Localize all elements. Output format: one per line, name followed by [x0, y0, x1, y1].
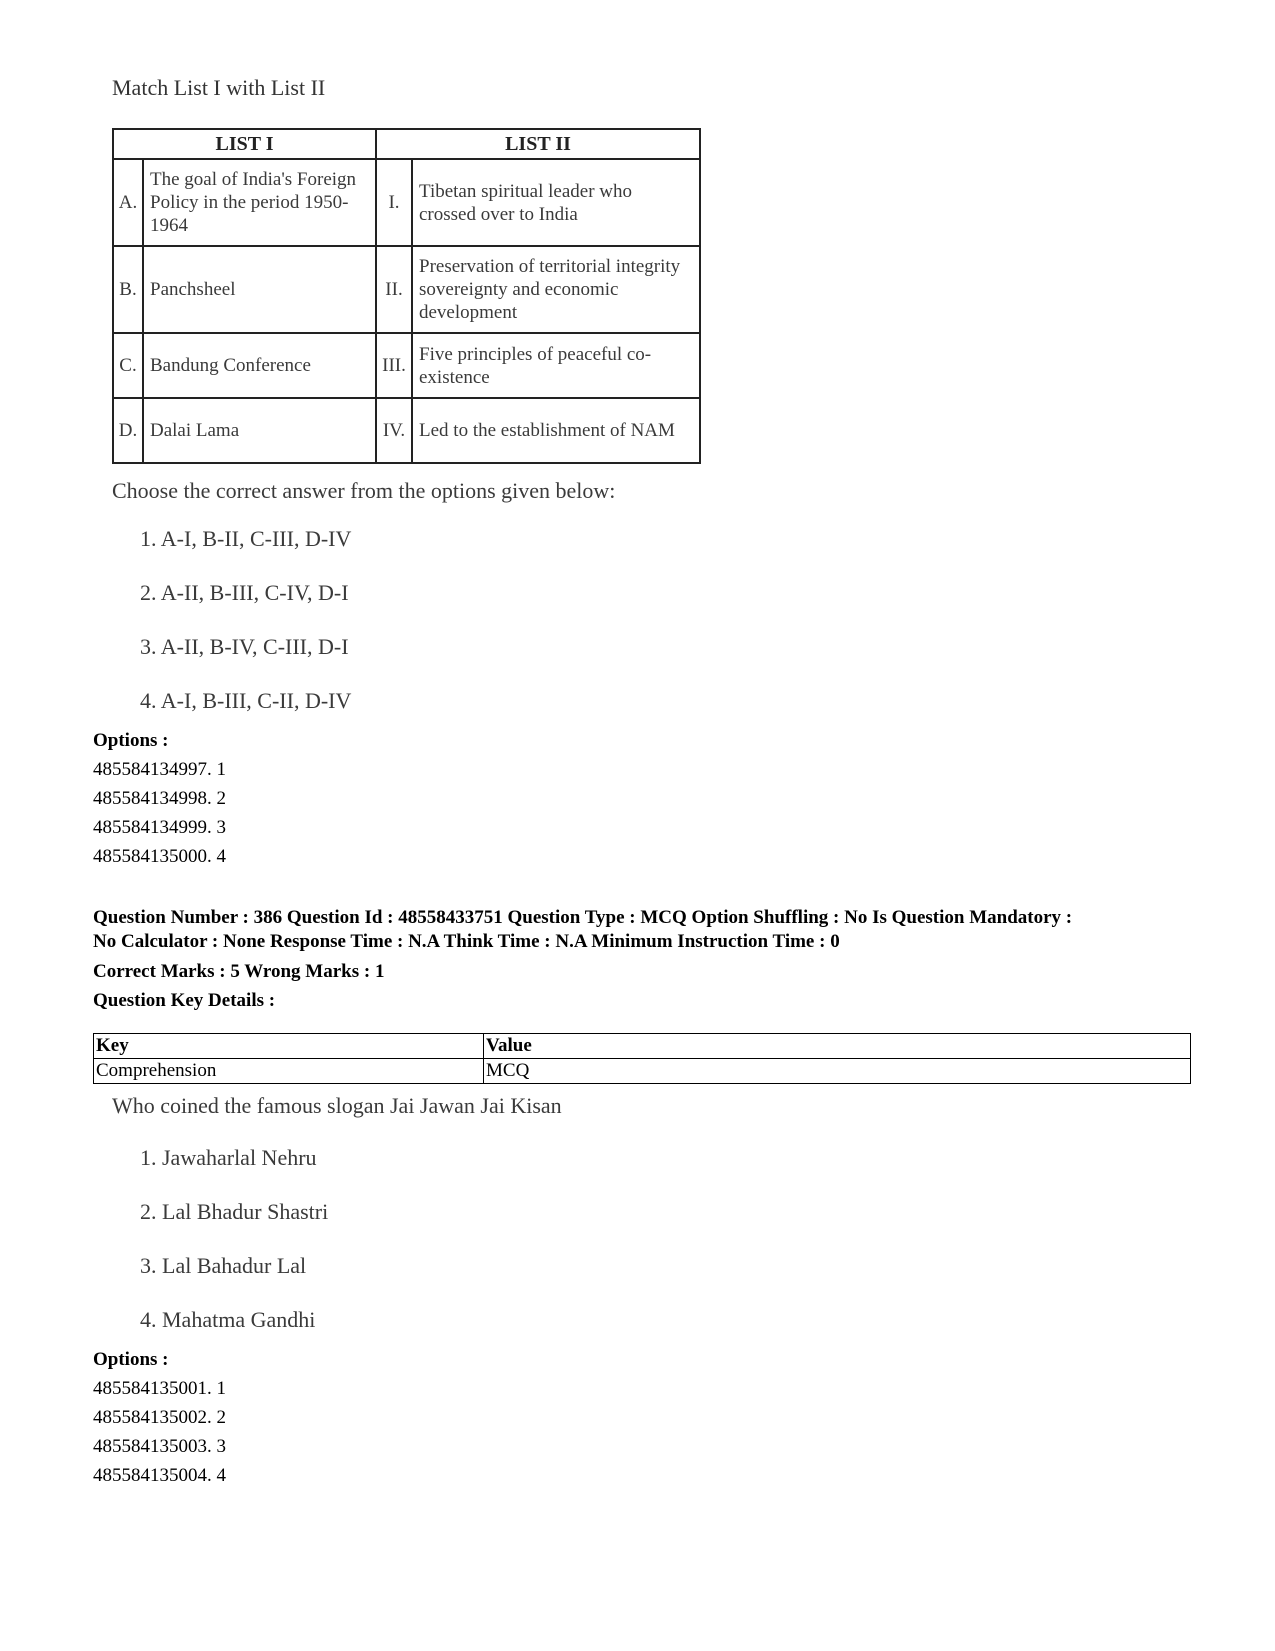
question-meta-line: No Calculator : None Response Time : N.A Think Time : N.A Minimum Instruction Time : 0: [93, 931, 840, 952]
q1-title: Match List I with List II: [112, 75, 326, 100]
list-2-item: Preservation of territorial integrity sovereignty and economic development: [412, 246, 700, 333]
row-label: C.: [113, 333, 143, 398]
key-cell: Comprehension: [94, 1059, 484, 1084]
list-1-item: Panchsheel: [143, 246, 376, 333]
list-1-header: LIST I: [113, 129, 376, 159]
list-item: 2. A-II, B-III, C-IV, D-I: [140, 580, 349, 605]
option-id: 485584134998. 2: [93, 788, 226, 809]
row-label: IV.: [376, 398, 412, 463]
options-label: Options :: [93, 1349, 169, 1370]
table-row: [113, 246, 700, 333]
table-row: [94, 1059, 1191, 1084]
list-item: 4. A-I, B-III, C-II, D-IV: [140, 688, 352, 713]
row-label: B.: [113, 246, 143, 333]
list-1-item: Bandung Conference: [143, 333, 376, 398]
match-table-header: [113, 129, 700, 159]
q2-options: [93, 1345, 226, 1490]
list-item: 1. A-I, B-II, C-III, D-IV: [140, 526, 352, 551]
q2-meta: [93, 906, 1072, 954]
option-id: 485584134999. 3: [93, 817, 226, 838]
option-id: 485584135002. 2: [93, 1407, 226, 1428]
list-item: 2. Lal Bhadur Shastri: [140, 1199, 329, 1224]
match-table: [112, 128, 701, 464]
question-meta-line: Question Number : 386 Question Id : 48558433751 Question Type : MCQ Option Shuffling : No Is Question Mandatory :: [93, 907, 1073, 928]
table-row: [113, 333, 700, 398]
options-label: Options :: [93, 730, 169, 751]
table-row: [94, 1034, 1191, 1059]
list-2-item: Led to the establishment of NAM: [412, 398, 700, 463]
key-details-table: [93, 1033, 1191, 1084]
value-header: Value: [484, 1034, 1191, 1059]
choose-instruction: Choose the correct answer from the options given below:: [112, 478, 616, 503]
list-item: 4. Mahatma Gandhi: [140, 1307, 316, 1332]
option-id: 485584135000. 4: [93, 846, 226, 867]
key-header: Key: [94, 1034, 484, 1059]
q2-choice-list: [140, 1145, 328, 1361]
marks-line: Correct Marks : 5 Wrong Marks : 1: [93, 961, 385, 982]
list-item: 1. Jawaharlal Nehru: [140, 1145, 317, 1170]
list-2-header: LIST II: [376, 129, 700, 159]
row-label: D.: [113, 398, 143, 463]
list-item: 3. A-II, B-IV, C-III, D-I: [140, 634, 349, 659]
key-details-label: Question Key Details :: [93, 990, 276, 1011]
list-1-item: The goal of India's Foreign Policy in the period 1950-1964: [143, 159, 376, 246]
table-row: [113, 159, 700, 246]
list-2-item: Five principles of peaceful co-existence: [412, 333, 700, 398]
option-id: 485584135001. 1: [93, 1378, 226, 1399]
q1-options: [93, 726, 226, 871]
list-1-item: Dalai Lama: [143, 398, 376, 463]
list-2-item: Tibetan spiritual leader who crossed over to India: [412, 159, 700, 246]
value-cell: MCQ: [484, 1059, 1191, 1084]
list-item: 3. Lal Bahadur Lal: [140, 1253, 307, 1278]
row-label: III.: [376, 333, 412, 398]
row-label: II.: [376, 246, 412, 333]
option-id: 485584134997. 1: [93, 759, 226, 780]
q2-marks: [93, 957, 384, 1015]
row-label: A.: [113, 159, 143, 246]
q2-question-text: Who coined the famous slogan Jai Jawan Jai Kisan: [112, 1093, 562, 1118]
q1-choice-list: [140, 526, 351, 742]
option-id: 485584135003. 3: [93, 1436, 226, 1457]
table-row: [113, 398, 700, 463]
option-id: 485584135004. 4: [93, 1465, 226, 1486]
row-label: I.: [376, 159, 412, 246]
